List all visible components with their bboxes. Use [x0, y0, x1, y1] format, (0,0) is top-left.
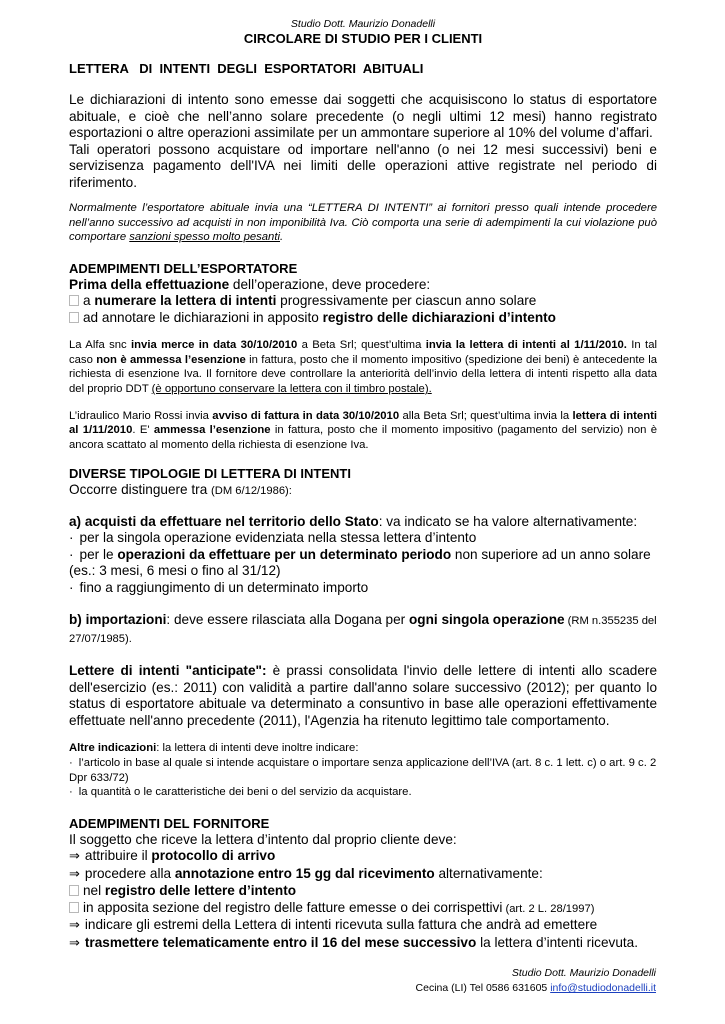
- tipologia-a-item-3: [69, 580, 657, 597]
- fornitore-item-2: [69, 866, 657, 884]
- arrow-right-icon: ⇒: [69, 935, 80, 951]
- altre-indicazioni-item-2: [69, 785, 657, 800]
- lettere-anticipate: [69, 663, 657, 729]
- text: procedere alla: [84, 865, 175, 881]
- text: alternativamente:: [434, 865, 543, 881]
- bold-text: a) acquisti da effettuare nel territorio dello Stato: [69, 513, 379, 529]
- section-heading-tipologie: DIVERSE TIPOLOGIE DI LETTERA DI INTENTI: [69, 466, 351, 482]
- footer-studio: Studio Dott. Maurizio Donadelli: [511, 967, 656, 979]
- bullet-icon: ·: [69, 546, 74, 562]
- example-2: [69, 409, 657, 453]
- text: In tal caso: [69, 339, 657, 366]
- text: per le: [79, 546, 118, 562]
- text: la lettera d’intenti ricevuta.: [476, 934, 639, 950]
- tipologia-a: [69, 514, 657, 531]
- text: è prassi consolidata l'invio delle lettere di intenti allo scadere dell'esercizio (es.: 2011) con validità a partire dall'anno solare successivo (2012); per quanto lo status di esportatore abituale va determinato a consuntivo in base alle operazioni effettivamente effettuate nell'anno precedente (2011), l'Agenzia ha ritenuto legittimo tale comportamento.: [69, 663, 658, 728]
- fornitore-lead: Il soggetto che riceve la lettera d’intento dal proprio cliente deve:: [69, 831, 457, 847]
- text: dell’operazione, deve procedere:: [229, 276, 431, 292]
- text: indicare gli estremi della Lettera di intenti ricevuta sulla fattura che andrà ad emettere: [84, 917, 598, 933]
- text: progressivamente per ciascun anno solare: [276, 293, 537, 309]
- checkbox-icon: [69, 312, 79, 323]
- bullet-icon: ·: [69, 579, 74, 595]
- checkbox-icon: [69, 295, 79, 306]
- small-text: (art. 2 L. 28/1997): [502, 902, 595, 915]
- email-link[interactable]: info@studiodonadelli.it: [550, 982, 656, 994]
- text: la quantità o le caratteristiche dei beni o del servizio da acquistare.: [78, 786, 412, 799]
- text: a: [83, 293, 95, 309]
- arrow-right-icon: ⇒: [69, 918, 80, 934]
- section-heading-esportatore: ADEMPIMENTI DELL’ESPORTATORE: [69, 260, 298, 276]
- fornitore-item-3: [69, 883, 657, 900]
- page-footer: [416, 966, 656, 996]
- text: fino a raggiungimento di un determinato importo: [79, 579, 369, 595]
- text: ad annotare le dichiarazioni in apposito: [83, 309, 323, 325]
- header-studio: Studio Dott. Maurizio Donadelli: [290, 18, 436, 30]
- fornitore-item-4: [69, 900, 657, 918]
- esportatore-lead: [69, 277, 657, 294]
- esportatore-item-1: [69, 293, 657, 310]
- bold-text: registro delle lettere d’intento: [104, 883, 297, 899]
- footer-contact: [416, 981, 656, 996]
- text: l’articolo in base al quale si intende acquistare o importare senza applicazione dell’IVA (art. 8 c. 1 lett. c) o art. 9 c. 2 Dpr 633/72): [69, 757, 657, 784]
- document-title: LETTERA DI INTENTI DEGLI ESPORTATORI ABITUALI: [69, 61, 424, 76]
- arrow-right-icon: ⇒: [69, 866, 80, 882]
- text: in fattura, posto che il momento impositivo (spedizione dei beni) è antecedente la richiesta di esenzione Iva. Il fornitore deve controllare la anteriorità dell’invio della lettera di intenti rispetto alla data del proprio DDT: [69, 353, 657, 396]
- contact-text: Cecina (LI) Tel 0586 631605: [415, 982, 551, 994]
- fornitore-item-6: [69, 935, 657, 953]
- bold-text: ammessa l’esenzione: [153, 424, 271, 437]
- intro-paragraph-3: [69, 201, 657, 245]
- bold-text: registro delle dichiarazioni d’intento: [322, 309, 556, 325]
- bold-text: protocollo di arrivo: [151, 848, 276, 864]
- text: L’idraulico Mario Rossi invia: [69, 409, 213, 422]
- altre-indicazioni-item-1: [69, 756, 657, 785]
- text: attribuire il: [84, 848, 152, 864]
- bold-text: invia la lettera di intenti al 1/11/2010.: [425, 339, 627, 352]
- tipologie-lead: [69, 482, 657, 500]
- text: Occorre distinguere tra: [69, 482, 212, 498]
- text: in apposita sezione del registro delle fatture emesse o dei corrispettivi: [83, 899, 503, 915]
- bold-text: trasmettere telematicamente entro il 16 del mese successivo: [84, 934, 477, 950]
- text: in fattura, posto che il momento impositivo (pagamento del servizio) non è ancora scattato al momento della richiesta di esenzione Iva.: [69, 424, 658, 451]
- bold-text: numerare la lettera di intenti: [94, 293, 277, 309]
- bold-text: b) importazioni: [69, 612, 167, 628]
- bold-text: non è ammessa l’esenzione: [96, 353, 246, 366]
- tipologia-b: [69, 612, 657, 647]
- bold-text: ogni singola operazione: [408, 612, 565, 628]
- header-title: CIRCOLARE DI STUDIO PER I CLIENTI: [243, 31, 483, 46]
- bold-text: Altre indicazioni: [69, 742, 157, 755]
- checkbox-icon: [69, 885, 79, 896]
- intro-paragraph-2: Tali operatori possono acquistare od importare nell'anno (o nei 12 mesi successivi) beni e servizisenza pagamento dell'IVA nei limiti delle operazioni attive registrate nel periodo di riferimento.: [69, 141, 657, 190]
- bold-text: avviso di fattura in data 30/10/2010: [212, 409, 400, 422]
- small-text: (DM 6/12/1986):: [211, 485, 292, 498]
- section-heading-fornitore: ADEMPIMENTI DEL FORNITORE: [69, 815, 270, 831]
- bullet-icon: ·: [69, 530, 74, 546]
- text: : la lettera di intenti deve inoltre indicare:: [156, 742, 359, 755]
- text: . E': [132, 424, 154, 437]
- bullet-icon: ·: [69, 757, 73, 770]
- checkbox-icon: [69, 902, 79, 913]
- tipologia-a-item-1: [69, 530, 657, 547]
- fornitore-item-5: [69, 917, 657, 935]
- text: nel: [83, 883, 105, 899]
- tipologia-a-item-2: [69, 547, 657, 580]
- text: alla Beta Srl; quest’ultima invia la: [399, 409, 573, 422]
- fornitore-item-1: [69, 848, 657, 866]
- bold-text: invia merce in data 30/10/2010: [131, 339, 298, 352]
- text: non superiore ad un anno solare (es.: 3 mesi, 6 mesi o fino al 31/12): [69, 546, 651, 579]
- bold-text: Prima della effettuazione: [69, 276, 230, 292]
- underlined-text: (è opportuno conservare la lettera con il timbro postale).: [151, 383, 432, 396]
- underlined-text: sanzioni spesso molto pesanti: [129, 231, 280, 244]
- esportatore-item-2: [69, 310, 657, 327]
- text: : va indicato se ha valore alternativamente:: [378, 513, 638, 529]
- bold-text: Lettere di intenti "anticipate":: [69, 663, 267, 679]
- bullet-icon: ·: [69, 786, 73, 799]
- example-1: [69, 338, 657, 396]
- document-page: [69, 0, 657, 952]
- text: La Alfa snc: [69, 339, 132, 352]
- text: : deve essere rilasciata alla Dogana per: [166, 612, 409, 628]
- bold-text: lettera di intenti al 1/11/2010: [69, 409, 658, 437]
- intro-paragraph-1: Le dichiarazioni di intento sono emesse dai soggetti che acquisiscono lo status di esportatore abituale, e cioè che nell’anno solare precedente (o negli ultimi 12 mesi) hanno registrato esportazioni o altre operazioni assimilate per un ammontare superiore al 10% del volume d’affari.: [69, 92, 657, 140]
- small-text: (RM n.355235 del 27/07/1985).: [69, 615, 657, 645]
- text: Normalmente l’esportatore abituale invia una “LETTERA DI INTENTI” ai fornitori presso quali intende procedere nell’anno successivo ad acquisti in non imponibilità Iva. Ciò comporta una serie di adempimenti la cui violazione può comportare: [69, 202, 657, 244]
- text: a Beta Srl; quest’ultima: [297, 339, 426, 352]
- text: .: [280, 231, 284, 244]
- altre-indicazioni: [69, 741, 657, 756]
- bold-text: annotazione entro 15 gg dal ricevimento: [174, 865, 435, 881]
- bold-text: operazioni da effettuare per un determinato periodo: [117, 546, 452, 562]
- arrow-right-icon: ⇒: [69, 849, 80, 865]
- text: per la singola operazione evidenziata nella stessa lettera d’intento: [79, 530, 477, 546]
